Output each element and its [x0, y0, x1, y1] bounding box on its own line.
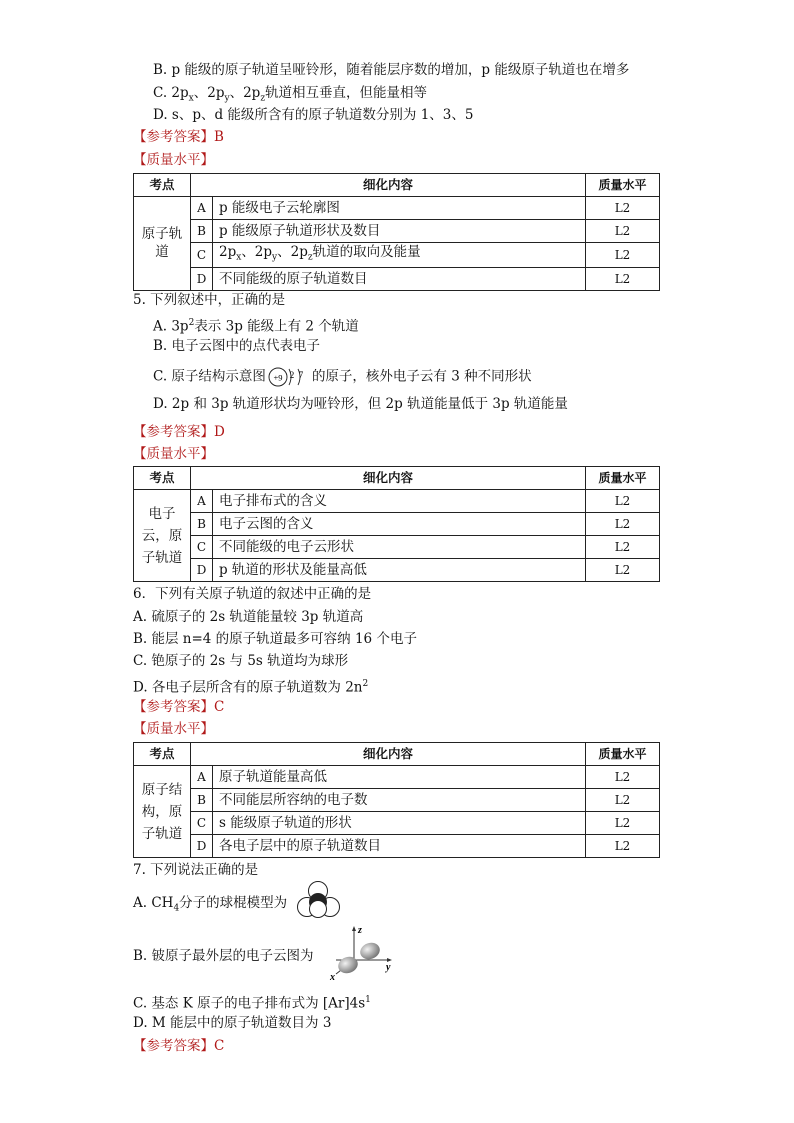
row-key: D — [191, 267, 213, 290]
q5-stem: 5. 下列叙述中，正确的是 — [133, 292, 286, 308]
q4-quality-table — [133, 173, 660, 291]
q4-option-b: B. p 能级的原子轨道呈哑铃形，随着能层序数的增加，p 能级原子轨道也在增多 — [153, 62, 630, 78]
table-row — [134, 220, 660, 243]
row-key: D — [191, 835, 213, 858]
row-level: L2 — [586, 513, 660, 536]
p-orbital-electron-cloud-image — [326, 924, 398, 982]
row-level: L2 — [586, 536, 660, 559]
q6-option-b: B. 能层 n=4 的原子轨道最多可容纳 16 个电子 — [133, 631, 417, 647]
row-content: s 能级原子轨道的形状 — [213, 812, 586, 835]
table-row — [134, 766, 660, 789]
q7-option-d: D. M 能层中的原子轨道数目为 3 — [133, 1015, 332, 1031]
q7-option-b: B. 铍原子最外层的电子云图为 — [133, 948, 314, 964]
row-level: L2 — [586, 559, 660, 582]
row-level: L2 — [586, 197, 660, 220]
q5-answer: 【参考答案】D — [133, 424, 225, 440]
row-content: 不同能级的电子云形状 — [213, 536, 586, 559]
q7-option-c: C. 基态 K 原子的电子排布式为 $[Ar]4s^1$ — [133, 995, 371, 1012]
table-row — [134, 812, 660, 835]
q5-quality-table — [133, 466, 660, 582]
row-key: A — [191, 197, 213, 220]
q6-option-a: A. 硫原子的 2s 轨道能量较 3p 轨道高 — [133, 609, 364, 625]
table-header-topic: 考点 — [134, 743, 191, 766]
q6-option-d: D. 各电子层所含有的原子轨道数为 $2n^2$ — [133, 679, 369, 696]
q6-answer: 【参考答案】C — [133, 699, 225, 715]
axis-y-label: y — [386, 962, 391, 973]
row-key: C — [191, 812, 213, 835]
q5-quality-heading: 【质量水平】 — [133, 446, 214, 462]
table-row — [134, 197, 660, 220]
q4-option-c: C. $2p_x$、$2p_y$、$2p_z$轨道相互垂直，但能量相等 — [153, 85, 428, 104]
row-key: C — [191, 243, 213, 268]
row-level: L2 — [586, 243, 660, 268]
row-key: B — [191, 789, 213, 812]
q6-quality-heading: 【质量水平】 — [133, 721, 214, 737]
row-content: 不同能层所容纳的电子数 — [213, 789, 586, 812]
table-header-level: 质量水平 — [586, 467, 660, 490]
row-level: L2 — [586, 789, 660, 812]
table-row — [134, 513, 660, 536]
q7-answer: 【参考答案】C — [133, 1038, 225, 1054]
row-content: p 能级电子云轮廓图 — [213, 197, 586, 220]
q4-quality-heading: 【质量水平】 — [133, 152, 214, 168]
row-content: p 轨道的形状及能量高低 — [213, 559, 586, 582]
q5-option-d: D. 2p 和 3p 轨道形状均为哑铃形，但 2p 轨道能量低于 3p 轨道能量 — [153, 396, 568, 412]
ch4-ball-stick-model-image — [296, 880, 342, 920]
table-header-content: 细化内容 — [191, 174, 586, 197]
q6-stem: 6．下列有关原子轨道的叙述中正确的是 — [133, 586, 372, 602]
q5-option-b: B. 电子云图中的点代表电子 — [153, 338, 321, 354]
axis-z-label: z — [358, 925, 362, 936]
table-row — [134, 536, 660, 559]
table-row — [134, 789, 660, 812]
row-key: B — [191, 220, 213, 243]
table-topic: 原子结构，原子轨道 — [134, 766, 191, 858]
table-row — [134, 835, 660, 858]
q6-quality-table — [133, 742, 660, 858]
nucleus-charge: +9 — [273, 372, 283, 383]
q7-stem: 7. 下列说法正确的是 — [133, 862, 259, 878]
row-level: L2 — [586, 835, 660, 858]
table-row — [134, 559, 660, 582]
table-row — [134, 267, 660, 290]
row-level: L2 — [586, 220, 660, 243]
q5-option-c: C. 原子结构示意图 +9 2 7 的原子，核外电子云有 3 种不同形状 — [153, 366, 532, 388]
axis-x-label: x — [330, 972, 335, 982]
row-content: 各电子层中的原子轨道数目 — [213, 835, 586, 858]
row-content: p 能级原子轨道形状及数目 — [213, 220, 586, 243]
row-level: L2 — [586, 812, 660, 835]
atom-structure-diagram — [267, 366, 311, 388]
table-header-topic: 考点 — [134, 174, 191, 197]
row-key: A — [191, 766, 213, 789]
table-header-content: 细化内容 — [191, 467, 586, 490]
table-header-topic: 考点 — [134, 467, 191, 490]
table-topic: 电子云，原子轨道 — [134, 490, 191, 582]
row-level: L2 — [586, 766, 660, 789]
q5-option-a: A. $3p^2$表示 3p 能级上有 2 个轨道 — [153, 318, 359, 335]
q7-option-a: A. $CH_4$分子的球棍模型为 — [133, 895, 288, 914]
row-key: A — [191, 490, 213, 513]
row-content: 不同能级的原子轨道数目 — [213, 267, 586, 290]
q4-answer: 【参考答案】B — [133, 129, 224, 145]
row-level: L2 — [586, 267, 660, 290]
row-key: C — [191, 536, 213, 559]
table-topic: 原子轨道 — [134, 197, 191, 291]
row-key: B — [191, 513, 213, 536]
row-level: L2 — [586, 490, 660, 513]
row-key: D — [191, 559, 213, 582]
table-row — [134, 243, 660, 268]
table-header-level: 质量水平 — [586, 174, 660, 197]
q4-option-d: D. s、p、d 能级所含有的原子轨道数分别为 1、3、5 — [153, 107, 474, 123]
table-row — [134, 490, 660, 513]
shell-2-count: 7 — [298, 370, 304, 380]
row-content: $2p_x$、$2p_y$、$2p_z$轨道的取向及能量 — [213, 243, 586, 268]
row-content: 电子云图的含义 — [213, 513, 586, 536]
row-content: 电子排布式的含义 — [213, 490, 586, 513]
row-content: 原子轨道能量高低 — [213, 766, 586, 789]
table-header-level: 质量水平 — [586, 743, 660, 766]
shell-1-count: 2 — [289, 370, 295, 380]
q6-option-c: C. 铯原子的 2s 与 5s 轨道均为球形 — [133, 653, 349, 669]
table-header-content: 细化内容 — [191, 743, 586, 766]
